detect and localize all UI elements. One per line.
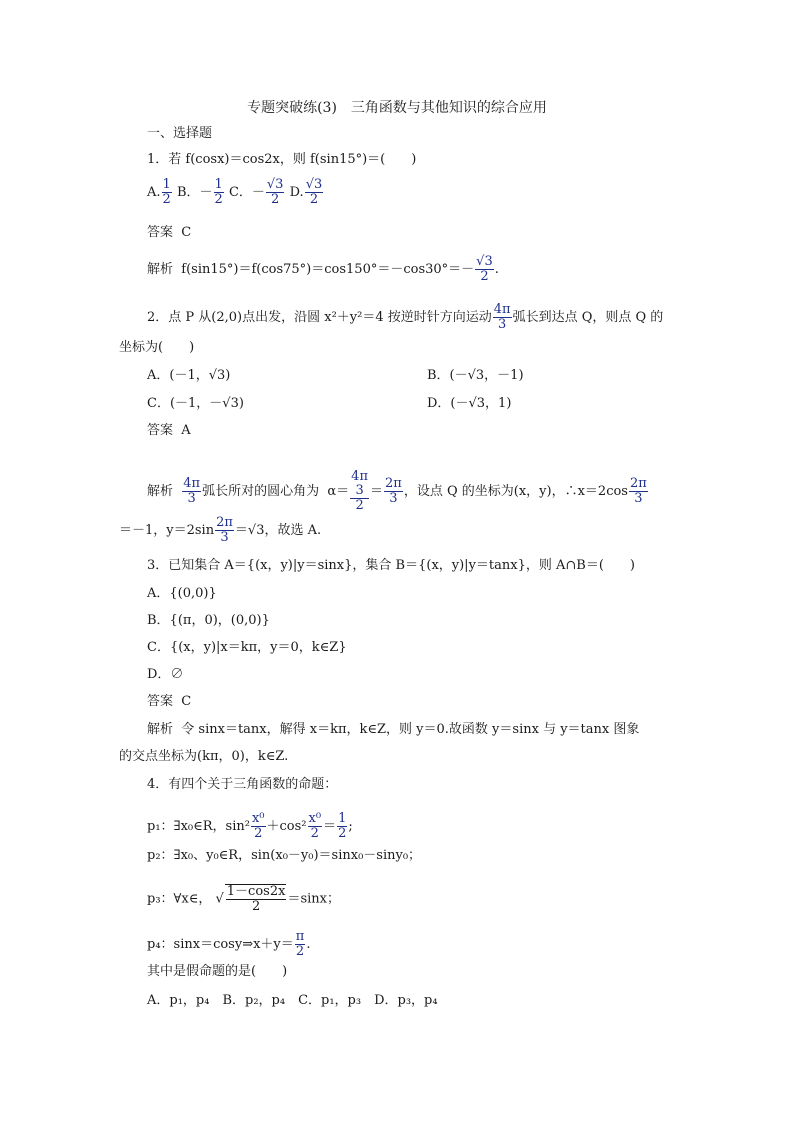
question-3-stem: 3．已知集合 A＝{(x，y)|y＝sinx}，集合 B＝{(x，y)|y＝tanx}，则 A∩B＝( ) — [147, 558, 635, 573]
question-3-option-d: D．∅ — [147, 667, 184, 682]
question-2-option-b: B．(－√3，－1) — [427, 368, 524, 383]
question-1-answer: 答案 C — [147, 225, 192, 240]
question-3-option-c: C．{(x，y)|x＝kπ，y＝0，k∈Z} — [147, 640, 347, 655]
proposition-p2: p₂：∃x₀、y₀∈R，sin(x₀－y₀)＝sinx₀－siny₀； — [147, 848, 422, 863]
question-2-solution-cont: ＝－1，y＝2sin $\frac{2\pi}{3}$ ＝√3，故选 A. — [119, 515, 322, 545]
question-4-ask: 其中是假命题的是( ) — [147, 964, 288, 979]
question-1-stem: 1．若 f(cosx)＝cos2x，则 f(sin15°)＝( ) — [147, 152, 417, 167]
question-4-options: A．p₁，p₄ B．p₂，p₄ C．p₁，p₃ D．p₃，p₄ — [147, 993, 438, 1008]
question-2-stem-cont: 坐标为( ) — [119, 340, 195, 355]
question-2-option-c: C．(－1，－√3) — [147, 396, 244, 411]
question-2-stem: 2．点 P 从(2,0)点出发，沿圆 x²＋y²＝4 按逆时针方向运动 $\frac{4\pi}{3}$ 弧长到达点 Q，则点 Q 的 — [147, 302, 664, 332]
question-1-solution: 解析 f(sin15°)＝f(cos75°)＝cos150°＝－cos30°＝－ $\frac{√3}{2}$ . — [147, 254, 499, 284]
question-2-option-d: D．(－√3，1) — [427, 396, 512, 411]
question-2-solution: 解析 $\frac{4\pi}{3}$ 弧长所对的圆心角为 α＝ 4π 3 2 ＝ $\frac{2\pi}{3}$ ，设点 Q 的坐标为(x，y)，∴x＝2cos $\frac{2\pi}{3}$ — [147, 469, 647, 513]
question-2-answer: 答案 A — [147, 423, 191, 438]
question-3-answer: 答案 C — [147, 694, 192, 709]
question-3-solution-cont: 的交点坐标为(kπ，0)，k∈Z. — [119, 749, 289, 764]
question-3-option-b: B．{(π，0)，(0,0)} — [147, 613, 270, 628]
question-4-stem: 4．有四个关于三角函数的命题： — [147, 777, 338, 792]
question-3-option-a: A．{(0,0)} — [147, 586, 217, 601]
section-heading: 一、选择题 — [147, 126, 213, 141]
question-2-option-a: A．(－1，√3) — [147, 368, 231, 383]
question-3-solution: 解析 令 sinx＝tanx，解得 x＝kπ，k∈Z，则 y＝0.故函数 y＝sinx 与 y＝tanx 图象 — [147, 722, 640, 737]
question-1-options: A. $\frac{1}{2}$ B．－ $\frac{1}{2}$ C．－ $\frac{√3}{2}$ D. $\frac{√3}{2}$ — [147, 177, 323, 207]
proposition-p3: p₃：∀x∈， √ $\frac{1-\cos 2x}{2}$ ＝sinx； — [147, 884, 340, 914]
proposition-p4: p₄：sinx＝cosy⇒x＋y＝ $\frac{\pi}{2}$ . — [147, 929, 311, 959]
page-title: 专题突破练(3) 三角函数与其他知识的综合应用 — [247, 100, 547, 116]
proposition-p1: p₁：∃x₀∈R，sin² $\frac{\text{x⁰}}{2}$ ＋cos² $\frac{\text{x⁰}}{2}$ ＝ $\frac{1}{2}$ ; — [147, 811, 353, 841]
